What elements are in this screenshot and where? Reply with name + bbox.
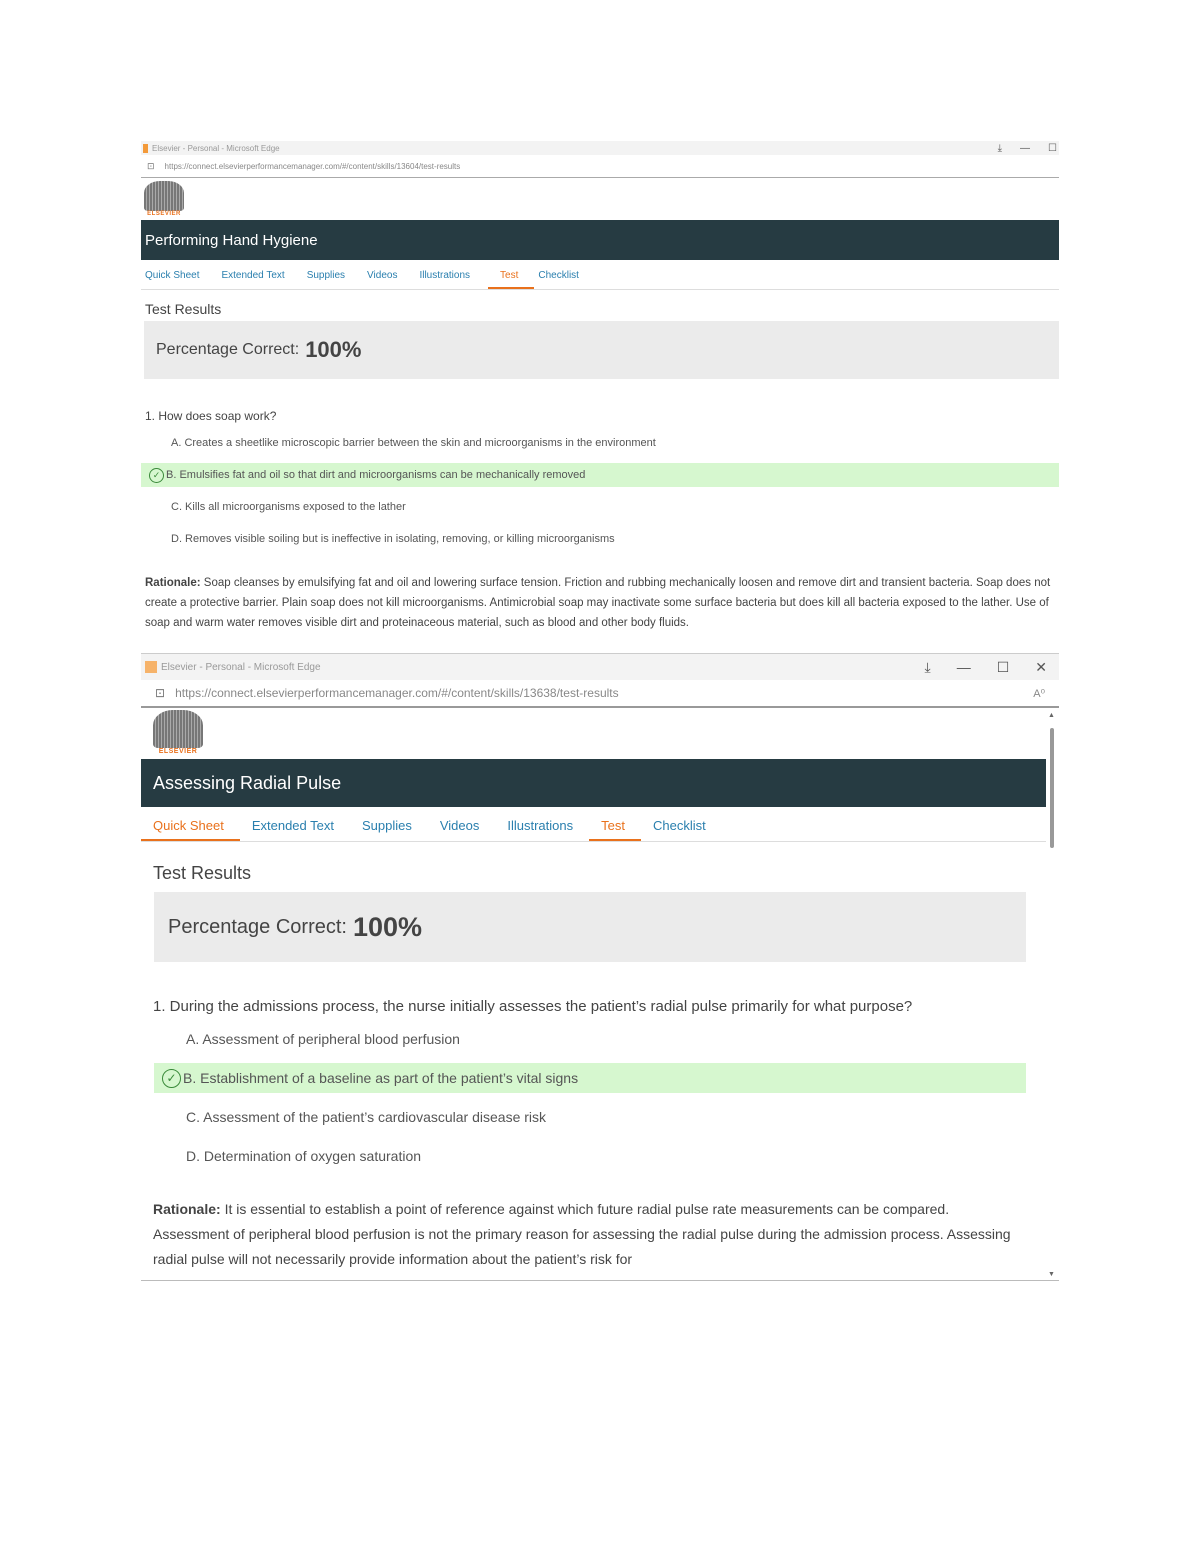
tab-checklist[interactable]: Checklist (652, 818, 706, 833)
page-title: Assessing Radial Pulse (141, 759, 1046, 807)
browser-window-radial-pulse (141, 653, 1059, 1281)
minimize-icon[interactable]: — (1020, 142, 1031, 154)
tab-test[interactable]: Test (589, 818, 641, 841)
answer-option (141, 1024, 1026, 1054)
extensions-icon[interactable]: ⤓ (997, 142, 1003, 154)
browser-window-hand-hygiene (141, 141, 1059, 651)
address-bar[interactable] (141, 680, 1059, 708)
score-value: 100% (305, 337, 362, 362)
rationale-text: It is essential to establish a point of reference against which future radial pulse rate measurements can be compared. Assessment of peripheral blood perfusion is not the primary reason for assessing the radial pulse during the admission process. Assessing radial pulse will not necessarily provide information about the patient’s risk for (153, 1201, 1011, 1267)
answer-option-correct (141, 463, 1059, 487)
skill-tabs (141, 807, 1046, 842)
tab-quick-sheet[interactable]: Quick Sheet (141, 818, 240, 841)
logo-wordmark: ELSEVIER (147, 211, 181, 217)
check-circle-icon: ✓ (149, 468, 164, 483)
elsevier-tree-icon (153, 710, 203, 748)
elsevier-logo (153, 710, 203, 755)
tab-test[interactable]: Test (488, 270, 534, 289)
scroll-thumb[interactable] (1050, 728, 1054, 848)
rationale (153, 1197, 1026, 1272)
answer-list (141, 431, 1059, 551)
tab-videos[interactable]: Videos (439, 818, 480, 833)
extensions-icon[interactable]: ⤓ (924, 658, 931, 675)
logo-wordmark: ELSEVIER (158, 748, 198, 755)
answer-option-correct (154, 1063, 1026, 1093)
tab-illustrations[interactable]: Illustrations (419, 270, 471, 281)
section-title: Test Results (145, 301, 222, 317)
answer-text: A. Assessment of peripheral blood perfusion (186, 1031, 460, 1047)
lock-icon: ⊡ (147, 160, 155, 171)
check-circle-icon: ✓ (162, 1069, 181, 1088)
answer-text: D. Determination of oxygen saturation (186, 1148, 422, 1164)
question-text: 1. How does soap work? (145, 409, 277, 423)
elsevier-logo (144, 181, 184, 217)
rationale-label: Rationale: (145, 577, 201, 589)
edge-app-icon (145, 661, 157, 673)
read-aloud-icon[interactable]: A⁰ (1033, 687, 1045, 700)
scroll-up-icon[interactable]: ▲ (1048, 712, 1055, 719)
elsevier-tree-icon (144, 181, 184, 211)
tab-extended-text[interactable]: Extended Text (251, 818, 334, 833)
maximize-icon[interactable]: ☐ (996, 658, 1010, 675)
tab-illustrations[interactable]: Illustrations (507, 818, 574, 833)
title-bar (141, 141, 1059, 155)
tab-quick-sheet[interactable]: Quick Sheet (145, 270, 200, 281)
question-text: 1. During the admissions process, the nurse initially assesses the patient’s radial pulse primarily for what purpose? (153, 998, 913, 1015)
edge-app-icon (143, 144, 148, 153)
rationale-label: Rationale: (153, 1201, 221, 1217)
lock-icon: ⊡ (155, 686, 166, 700)
section-title: Test Results (153, 863, 252, 883)
test-results-content (141, 301, 1059, 633)
answer-option (141, 431, 1059, 455)
scroll-down-icon[interactable]: ▼ (1048, 1271, 1055, 1278)
window-controls (925, 659, 1048, 676)
tab-extended-text[interactable]: Extended Text (221, 270, 285, 281)
vertical-scrollbar[interactable] (1049, 714, 1055, 1276)
answer-option (141, 1102, 1026, 1132)
page-title: Performing Hand Hygiene (141, 220, 1059, 260)
rationale-text: Soap cleanses by emulsifying fat and oil and lowering surface tension. Friction and rubbing mechanically loosen and remove dirt and transient bacteria. Soap does not create a protective barrier. Plain soap does not kill microorganisms. Antimicrobial soap may inactivate some surface bacteria but does kill all bacteria exposed to the lather. Use of soap and warm water removes visible dirt and proteinaceous material, such as blood and other body fluids. (145, 577, 1051, 629)
rationale (145, 573, 1059, 633)
tab-supplies[interactable]: Supplies (306, 270, 346, 281)
title-bar (141, 653, 1059, 680)
score-label: Percentage Correct: (168, 915, 347, 938)
tab-videos[interactable]: Videos (367, 270, 398, 281)
answer-option (141, 527, 1059, 551)
score-value: 100% (352, 911, 423, 942)
tab-checklist[interactable]: Checklist (538, 270, 579, 281)
url-text[interactable]: https://connect.elsevierperformancemanager.com/#/content/skills/13638/test-results (175, 686, 619, 700)
score-box (154, 892, 1026, 962)
answer-option (141, 495, 1059, 519)
window-controls (998, 143, 1057, 154)
answer-text: C. Kills all microorganisms exposed to the lather (171, 501, 406, 513)
tab-supplies[interactable]: Supplies (361, 818, 412, 833)
skill-tabs (141, 260, 1059, 290)
url-text[interactable]: https://connect.elsevierperformancemanager.com/#/content/skills/13604/test-results (164, 161, 461, 171)
answer-text: B. Emulsifies fat and oil so that dirt and microorganisms can be mechanically removed (166, 469, 586, 481)
answer-list (141, 1024, 1026, 1171)
address-bar[interactable] (141, 155, 1059, 178)
minimize-icon[interactable]: — (956, 659, 971, 675)
score-box (144, 321, 1059, 379)
answer-option (141, 1141, 1026, 1171)
maximize-icon[interactable]: ☐ (1048, 142, 1057, 154)
score-label: Percentage Correct: (156, 341, 300, 358)
window-title: Elsevier - Personal - Microsoft Edge (152, 143, 280, 153)
answer-text: B. Establishment of a baseline as part of the patient’s vital signs (183, 1070, 579, 1086)
close-icon[interactable]: ✕ (1035, 658, 1047, 675)
test-results-content (141, 863, 1026, 1272)
window-title: Elsevier - Personal - Microsoft Edge (161, 661, 321, 673)
answer-text: A. Creates a sheetlike microscopic barrier between the skin and microorganisms in the environment (171, 437, 656, 449)
answer-text: C. Assessment of the patient’s cardiovascular disease risk (186, 1109, 547, 1125)
answer-text: D. Removes visible soiling but is ineffective in isolating, removing, or killing microorganisms (171, 533, 615, 545)
